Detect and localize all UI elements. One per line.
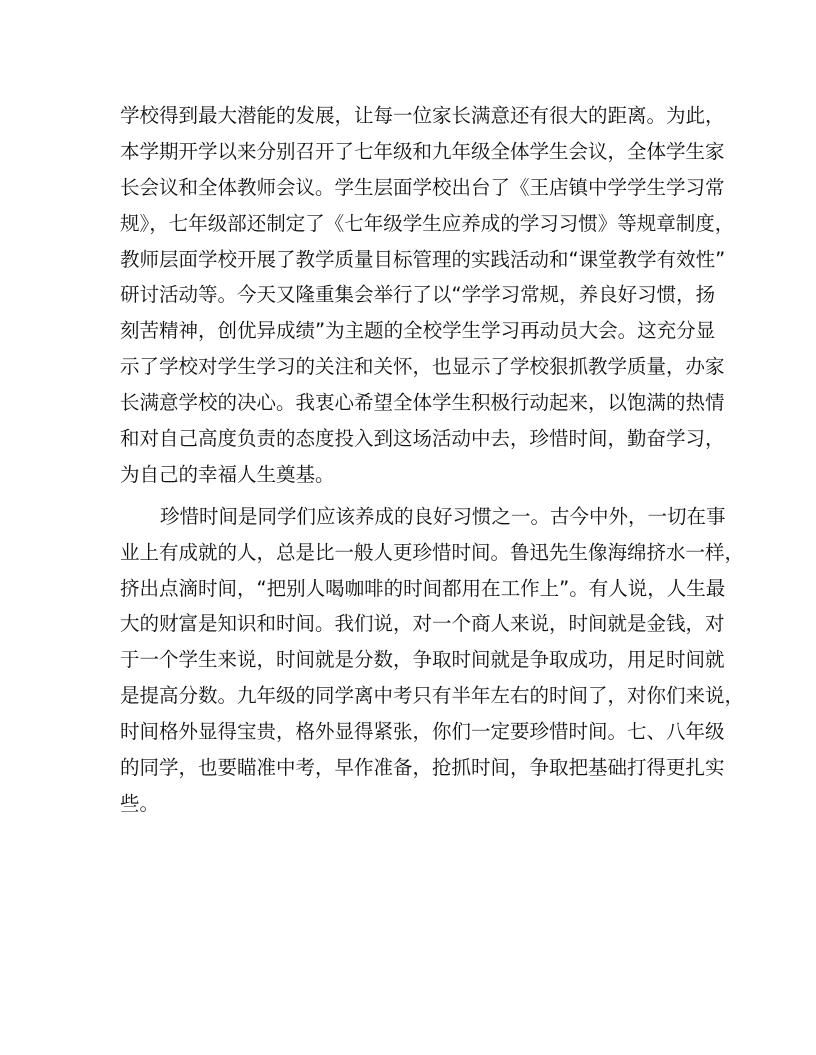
paragraph-line: 教师层面学校开展了教学质量目标管理的实践活动和“课堂教学有效性”	[120, 247, 726, 271]
paragraph-line: 挤出点滴时间，“把别人喝咖啡的时间都用在工作上”。有人说，人生最	[120, 576, 726, 600]
paragraph-2	[120, 499, 745, 822]
paragraph-1	[120, 98, 735, 493]
paragraph-line: 是提高分数。九年级的同学离中考只有半年左右的时间了，对你们来说，	[120, 684, 745, 708]
paragraph-line: 学校得到最大潜能的发展，让每一位家长满意还有很大的距离。为此，	[120, 104, 725, 127]
paragraph-line: 业上有成就的人，总是比一般人更珍惜时间。鲁迅先生像海绵挤水一样，	[120, 540, 745, 564]
document-body	[120, 98, 745, 822]
paragraph-line: 规》，七年级部还制定了《七年级学生应养成的学习习惯》等规章制度，	[120, 211, 735, 235]
paragraph-line: 时间格外显得宝贵，格外显得紧张，你们一定要珍惜时间。七、八年级	[120, 720, 725, 744]
paragraph-line: 示了学校对学生学习的关注和关怀，也显示了学校狠抓教学质量，办家	[120, 355, 725, 379]
paragraph-line: 大的财富是知识和时间。我们说，对一个商人来说，时间就是金钱，对	[120, 612, 725, 636]
paragraph-line: 研讨活动等。今天又隆重集会举行了以“学学习常规，养良好习惯，扬	[120, 283, 716, 307]
paragraph-line: 刻苦精神，创优异成绩”为主题的全校学生学习再动员大会。这充分显	[120, 319, 716, 343]
paragraph-line: 珍惜时间是同学们应该养成的良好习惯之一。古今中外，一切在事	[160, 504, 726, 528]
paragraph-line: 长会议和全体教师会议。学生层面学校出台了《王店镇中学学生学习常	[120, 175, 725, 199]
paragraph-line: 为自己的幸福人生奠基。	[120, 462, 335, 486]
paragraph-line: 于一个学生来说，时间就是分数，争取时间就是争取成功，用足时间就	[120, 648, 725, 672]
paragraph-line: 和对自己高度负责的态度投入到这场活动中去，珍惜时间，勤奋学习，	[120, 427, 725, 451]
paragraph-line: 些。	[120, 791, 160, 815]
paragraph-line: 本学期开学以来分别召开了七年级和九年级全体学生会议，全体学生家	[120, 139, 725, 163]
paragraph-line: 的同学，也要瞄准中考，早作准备，抢抓时间，争取把基础打得更扎实	[120, 756, 725, 780]
paragraph-line: 长满意学校的决心。我衷心希望全体学生积极行动起来，以饱满的热情	[120, 391, 725, 415]
